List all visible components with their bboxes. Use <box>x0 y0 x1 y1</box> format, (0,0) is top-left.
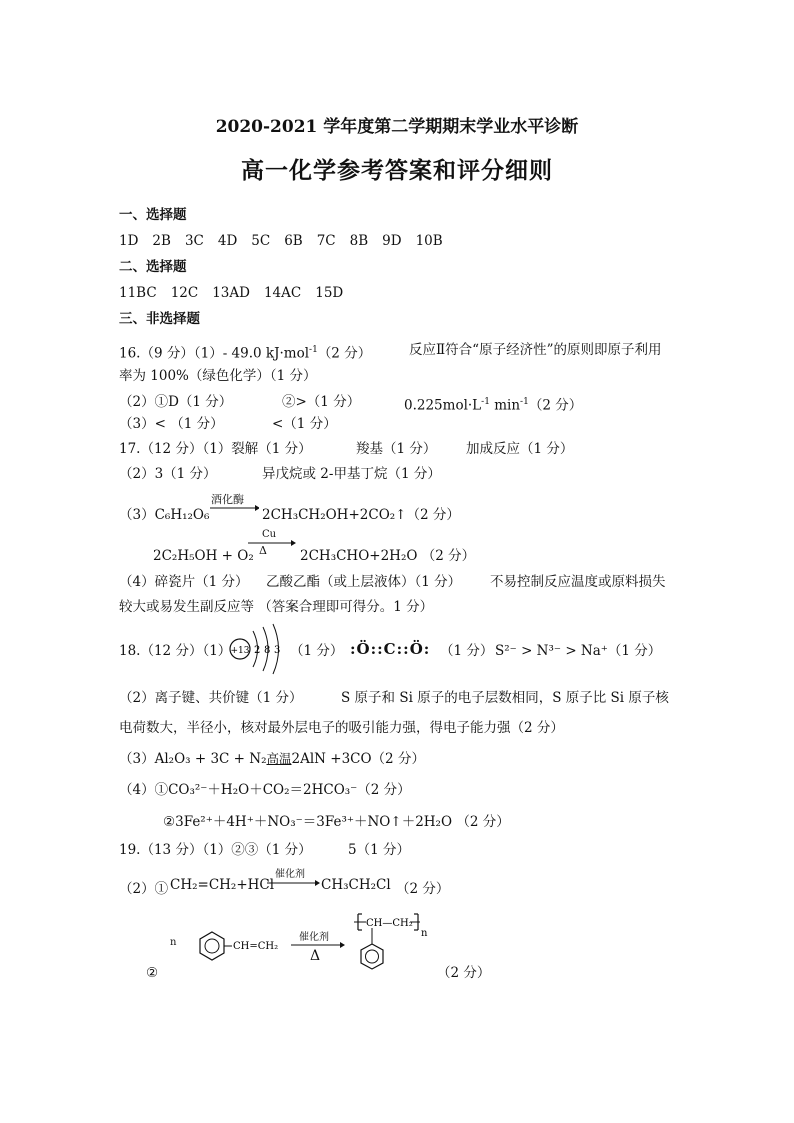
answer: 4D <box>217 233 238 249</box>
q17-part4c: 不易控制反应温度或原料损失 <box>490 574 666 590</box>
section-3-heading: 三、非选择题 <box>119 311 200 327</box>
arrow-condition: 催化剂 <box>275 869 305 880</box>
q18-part3 <box>119 750 425 768</box>
arrow-condition-top: 催化剂 <box>299 932 329 943</box>
q18-part4-2: ②3Fe²⁺＋4H⁺＋NO₃⁻＝3Fe³⁺＋NO↑＋2H₂O （2 分） <box>163 814 510 830</box>
answer: 10B <box>415 233 443 249</box>
q19-reaction2-score: （2 分） <box>437 965 491 981</box>
rate-value: 0.225mol·L <box>404 397 482 414</box>
superscript: -1 <box>481 397 490 407</box>
q16-part2a: （2）①D（1 分） <box>119 394 233 410</box>
q16-part3b: <（1 分） <box>272 416 337 432</box>
q18-radius-order: S²⁻ > N³⁻ > Na⁺（1 分） <box>495 643 662 659</box>
reaction-arrow <box>247 529 297 559</box>
answer: 5C <box>251 233 271 249</box>
q16-part1-answer: 16.（9 分）（1）- 49.0 kJ·mol <box>119 345 310 362</box>
section-1-answers <box>119 232 457 250</box>
reaction-products: 2AlN +3CO（2 分） <box>291 751 425 767</box>
q19-part1b: 5（1 分） <box>348 842 410 858</box>
document-title: 2020-2021 学年度第二学期期末学业水平诊断 <box>215 117 579 137</box>
polymer-subscript: n <box>421 928 428 939</box>
styrene-structure <box>196 926 286 966</box>
arrow-condition-bottom: Δ <box>310 948 321 964</box>
section-2-heading: 二、选择题 <box>119 259 187 275</box>
reaction-reactants: （3）Al₂O₃ + 3C + N₂ <box>119 751 267 767</box>
arrow-condition: 酒化酶 <box>211 493 244 506</box>
superscript: -1 <box>309 345 318 355</box>
electron-shell: 8 <box>264 645 271 656</box>
section-2-answers <box>119 284 357 302</box>
arrow-icon <box>266 865 320 889</box>
co2-lewis-structure: :Ö::C::Ö: <box>350 640 431 658</box>
answer: 14AC <box>263 285 302 301</box>
q19-part1a: 19.（13 分）（1）②③（1 分） <box>119 842 312 858</box>
q16-line2: 率为 100%（绿色化学）（1 分） <box>119 368 317 384</box>
answer: 6B <box>284 233 303 249</box>
answer: 2B <box>152 233 171 249</box>
q17-reaction2-left: 2C₂H₅OH + O₂ <box>153 548 254 564</box>
polymer-chain: CH—CH₂ <box>366 918 413 929</box>
answer: 3C <box>184 233 204 249</box>
document-subtitle: 高一化学参考答案和评分细则 <box>241 158 553 184</box>
q16-score: （2 分） <box>317 345 372 362</box>
q17-reaction1-left: （3）C₆H₁₂O₆ <box>119 507 210 523</box>
electron-shell: 2 <box>254 645 261 656</box>
superscript: -1 <box>520 397 529 407</box>
q18-part2b: S 原子和 Si 原子的电子层数相同，S 原子比 Si 原子核 <box>341 690 669 706</box>
q17-part2a: （2）3（1 分） <box>119 466 217 482</box>
nucleus-charge: +13 <box>230 646 250 656</box>
section-1-heading: 一、选择题 <box>119 207 187 223</box>
q17-part2b: 异戊烷或 2-甲基丁烷（1 分） <box>262 466 441 482</box>
reaction-arrow <box>266 865 320 889</box>
q17-part1c: 加成反应（1 分） <box>466 441 574 457</box>
q16-part3a: （3）< （1 分） <box>119 416 224 432</box>
arrow-icon <box>247 529 297 559</box>
q19-reaction1-score: （2 分） <box>396 881 450 897</box>
q18-score-a: （1 分） <box>290 643 344 659</box>
q16-part2c <box>404 393 582 415</box>
q17-line6: 较大或易发生副反应等 （答案合理即可得分。1 分） <box>119 599 434 615</box>
answer: 7C <box>316 233 336 249</box>
atom-structure-diagram <box>226 622 288 676</box>
q16-score: （2 分） <box>528 397 583 414</box>
q18-part4-1: （4）①CO₃²⁻＋H₂O＋CO₂＝2HCO₃⁻（2 分） <box>119 782 411 798</box>
q17-part1a: 17.（12 分）（1）裂解（1 分） <box>119 441 312 457</box>
answer: 12C <box>170 285 199 301</box>
answer: 9D <box>382 233 402 249</box>
answer: 15D <box>315 285 344 301</box>
arrow-condition-top: Cu <box>262 529 277 540</box>
arrow-condition-bottom: Δ <box>259 544 267 557</box>
answer: 8B <box>349 233 369 249</box>
q16-line1 <box>119 341 371 363</box>
monomer-count: n <box>170 937 177 948</box>
q18-line3: 电荷数大，半径小，核对最外层电子的吸引能力强，得电子能力强（2 分） <box>119 720 564 736</box>
q19-reaction2-label: ② <box>146 965 159 981</box>
vinyl-group: CH=CH₂ <box>233 941 279 952</box>
q17-part4a: （4）碎瓷片（1 分） <box>119 574 249 590</box>
q17-reaction1-right: 2CH₃CH₂OH+2CO₂↑（2 分） <box>262 507 460 523</box>
polystyrene-structure <box>352 908 436 984</box>
reaction-condition: 高温 <box>266 751 292 766</box>
q19-reaction1-reactants: CH₂=CH₂+HCl <box>170 877 275 893</box>
q18-part1-label: 18.（12 分）（1） <box>119 643 232 659</box>
q18-part2a: （2）离子键、共价键（1 分） <box>119 690 303 706</box>
q19-part2-label: （2）① <box>119 881 169 897</box>
q16-part2b: ②>（1 分） <box>282 394 361 410</box>
electron-shell: 3 <box>274 645 281 656</box>
q18-score-b: （1 分） <box>440 643 494 659</box>
q17-part4b: 乙酸乙酯（或上层液体）（1 分） <box>266 574 462 590</box>
rate-unit: min <box>489 397 521 414</box>
q19-reaction1-product: CH₃CH₂Cl <box>321 877 391 893</box>
arrow-icon <box>209 491 259 515</box>
q16-explanation: 反应Ⅱ符合“原子经济性”的原则即原子利用 <box>409 342 662 358</box>
answer: 11BC <box>119 285 157 301</box>
q17-reaction2-right: 2CH₃CHO+2H₂O （2 分） <box>300 548 476 564</box>
q17-part1b: 羧基（1 分） <box>356 441 437 457</box>
answer: 1D <box>119 233 139 249</box>
answer: 13AD <box>212 285 250 301</box>
reaction-arrow <box>209 491 259 515</box>
reaction-arrow <box>290 928 346 968</box>
